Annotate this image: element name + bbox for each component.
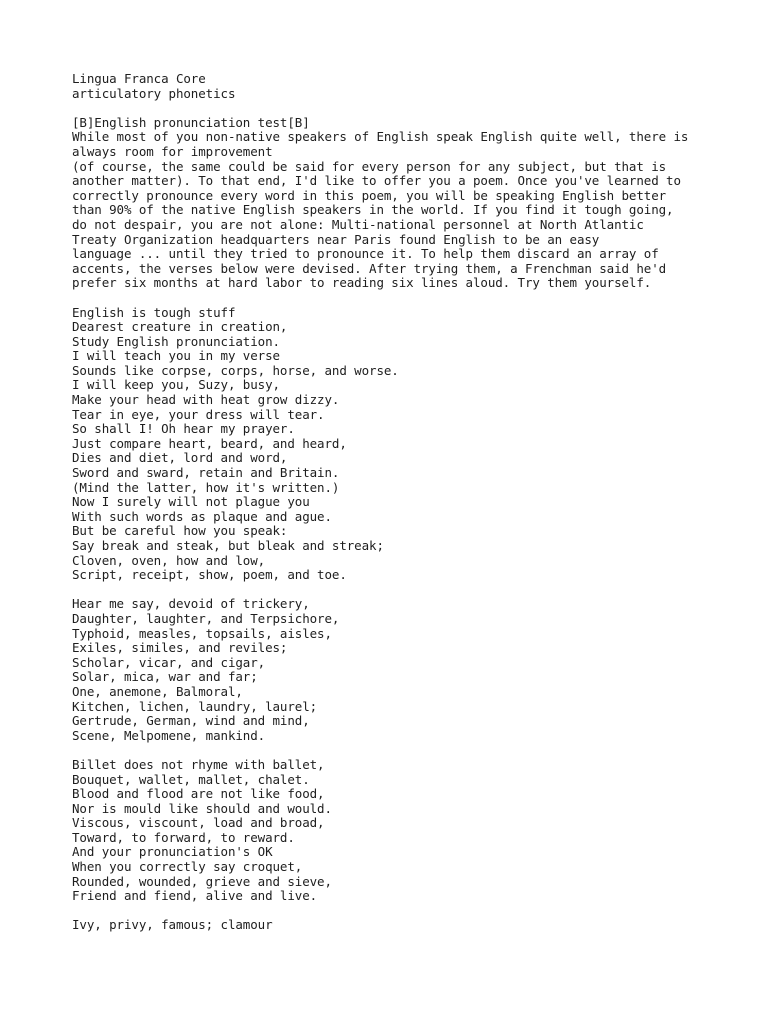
spacer [72, 904, 712, 919]
poem-line: (Mind the latter, how it's written.) [72, 479, 340, 495]
poem-line: Kitchen, lichen, laundry, laurel; [72, 698, 318, 714]
poem-line: Nor is mould like should and would. [72, 800, 332, 816]
intro-line: always room for improvement [72, 143, 273, 159]
poem-line: Sword and sward, retain and Britain. [72, 465, 340, 481]
poem-line: Typhoid, measles, topsails, aisles, [72, 625, 332, 641]
header-line-subtitle: articulatory phonetics [72, 85, 236, 101]
spacer [72, 291, 712, 306]
intro-line: While most of you non-native speakers of English speak English quite well, there is [72, 129, 689, 145]
poem-line: Solar, mica, war and far; [72, 669, 258, 685]
spacer [72, 743, 712, 758]
poem-line: Exiles, similes, and reviles; [72, 640, 288, 656]
poem-line: Gertrude, German, wind and mind, [72, 713, 310, 729]
poem-line: English is tough stuff [72, 304, 236, 320]
poem-line: Cloven, oven, how and low, [72, 552, 266, 568]
poem-line: I will keep you, Suzy, busy, [72, 377, 280, 393]
document-page [72, 72, 712, 933]
poem-stanza-4 [72, 918, 712, 933]
poem-line: When you correctly say croquet, [72, 859, 303, 875]
intro-line: Treaty Organization headquarters near Paris found English to be an easy [72, 231, 600, 247]
intro-line: do not despair, you are not alone: Multi-national personnel at North Atlantic [72, 216, 644, 232]
spacer [72, 583, 712, 598]
spacer [72, 101, 712, 116]
poem-line: Script, receipt, show, poem, and toe. [72, 567, 347, 583]
document-header [72, 72, 712, 101]
poem-line: Study English pronunciation. [72, 333, 280, 349]
poem-line: Tear in eye, your dress will tear. [72, 406, 325, 422]
poem-line: Now I surely will not plague you [72, 494, 310, 510]
poem-line: I will teach you in my verse [72, 348, 280, 364]
intro-line: another matter). To that end, I'd like to offer you a poem. Once you've learned to [72, 173, 681, 189]
poem-line: Blood and flood are not like food, [72, 786, 325, 802]
intro-line: than 90% of the native English speakers in the world. If you find it tough going, [72, 202, 674, 218]
poem-line: Scholar, vicar, and cigar, [72, 654, 266, 670]
poem-line: Hear me say, devoid of trickery, [72, 596, 310, 612]
poem-line: Daughter, laughter, and Terpsichore, [72, 610, 340, 626]
poem-stanza-2 [72, 597, 712, 743]
poem-line: Dearest creature in creation, [72, 319, 288, 335]
poem-line: Rounded, wounded, grieve and sieve, [72, 873, 332, 889]
poem-line: Billet does not rhyme with ballet, [72, 756, 325, 772]
poem-line: And your pronunciation's OK [72, 844, 273, 860]
poem-line: Say break and steak, but bleak and streak; [72, 538, 384, 553]
intro-line: prefer six months at hard labor to reading six lines aloud. Try them yourself. [72, 275, 652, 291]
poem-line: So shall I! Oh hear my prayer. [72, 421, 295, 437]
section-heading: [B]English pronunciation test[B] [72, 114, 310, 130]
poem-line: One, anemone, Balmoral, [72, 683, 243, 699]
intro-line: correctly pronounce every word in this poem, you will be speaking English better [72, 187, 667, 203]
poem-line: But be careful how you speak: [72, 523, 288, 539]
poem-line: Bouquet, wallet, mallet, chalet. [72, 771, 310, 787]
intro-line: (of course, the same could be said for every person for any subject, but that is [72, 158, 667, 174]
poem-line: Scene, Melpomene, mankind. [72, 727, 266, 743]
poem-line: Viscous, viscount, load and broad, [72, 815, 325, 831]
poem-line: Dies and diet, lord and word, [72, 450, 288, 466]
intro-line: language ... until they tried to pronounce it. To help them discard an array of [72, 246, 659, 262]
poem-line: Sounds like corpse, corps, horse, and worse. [72, 362, 399, 378]
poem-stanza-1 [72, 306, 712, 583]
poem-line: Toward, to forward, to reward. [72, 829, 295, 845]
header-line-title: Lingua Franca Core [72, 71, 206, 86]
poem-line: Just compare heart, beard, and heard, [72, 435, 347, 451]
intro-line: accents, the verses below were devised. After trying them, a Frenchman said he'd [72, 260, 667, 276]
poem-line: Friend and fiend, alive and live. [72, 888, 318, 904]
intro-section [72, 116, 712, 291]
poem-line: Make your head with heat grow dizzy. [72, 392, 340, 408]
poem-stanza-3 [72, 758, 712, 904]
poem-line: Ivy, privy, famous; clamour [72, 917, 273, 933]
poem-line: With such words as plaque and ague. [72, 508, 332, 524]
